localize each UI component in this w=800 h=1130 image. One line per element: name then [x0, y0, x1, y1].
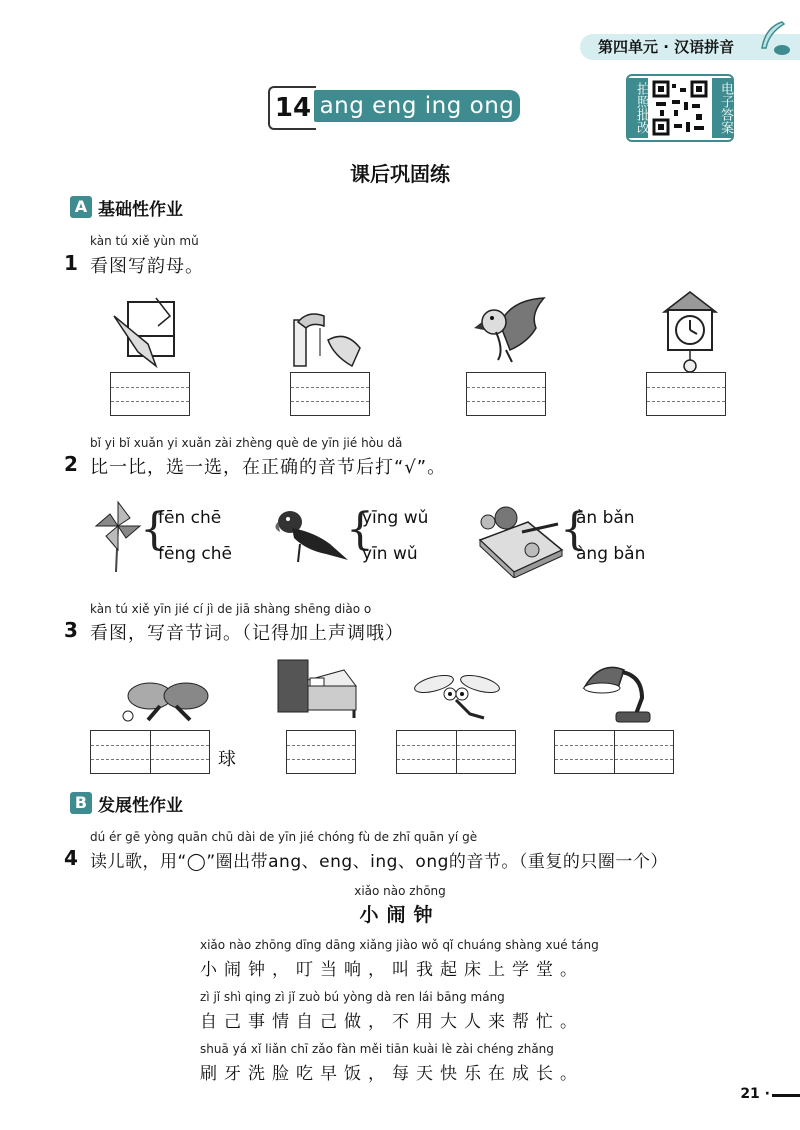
poem-title: 小闹钟: [359, 904, 441, 926]
poem-line[interactable]: 刷牙洗脸吃早饭，每天快乐在成长。: [200, 1064, 584, 1084]
bed-icon: [274, 656, 360, 722]
q1-text: 看图写韵母。: [90, 256, 204, 277]
dragonfly-icon: [414, 670, 500, 722]
page-bar: [772, 1094, 800, 1097]
q2-pinyin: bǐ yi bǐ xuǎn yi xuǎn zài zhèng què de yīn jié hòu dǎ: [90, 436, 403, 450]
q3-answer-box-4[interactable]: [554, 730, 674, 774]
poem-line-pinyin: shuā yá xǐ liǎn chī zǎo fàn měi tiān kuài lè zài chéng zhǎng: [200, 1042, 554, 1056]
q4-number: 4: [64, 846, 78, 870]
poem-line-pinyin: zì jǐ shì qing zì jǐ zuò bú yòng dà ren lái bāng máng: [200, 990, 505, 1004]
faucet-icon: [290, 300, 370, 370]
desk-lamp-icon: [580, 658, 660, 724]
q1-pinyin: kàn tú xiě yùn mǔ: [90, 234, 199, 248]
q3-answer-box-2[interactable]: [286, 730, 356, 774]
q1-number: 1: [64, 251, 78, 275]
q2-option[interactable]: fēn chē: [158, 508, 222, 528]
window-icon: [108, 296, 200, 368]
qr-code-icon[interactable]: [652, 80, 708, 136]
q2-brace-3: {: [560, 504, 588, 555]
q3-number: 3: [64, 618, 78, 642]
page-number: 21 ·: [740, 1086, 770, 1102]
q3-answer-box-1[interactable]: [90, 730, 210, 774]
pinwheel-icon: [92, 500, 142, 572]
q1-answer-box-2[interactable]: [290, 372, 370, 416]
q2-option[interactable]: yīn wǔ: [362, 544, 418, 564]
q3-text: 看图，写音节词。（记得加上声调哦）: [90, 623, 404, 644]
q3-answer-box-3[interactable]: [396, 730, 516, 774]
page-title: 课后巩固练: [350, 162, 450, 186]
poem-line[interactable]: 自己事情自己做，不用大人来帮忙。: [200, 1012, 584, 1032]
poem-line[interactable]: 小闹钟，叮当响，叫我起床上学堂。: [200, 960, 584, 980]
section-a-title: 基础性作业: [98, 200, 183, 220]
qr-panel[interactable]: [626, 74, 734, 142]
feather-pen-icon: [752, 18, 792, 58]
q4-text: 读儿歌，用“◯”圈出带ang、eng、ing、ong的音节。（重复的只圈一个）: [90, 852, 668, 872]
clock-icon: [660, 290, 720, 374]
q2-option[interactable]: àn bǎn: [576, 508, 635, 528]
q2-text: 比一比，选一选，在正确的音节后打“√”。: [90, 457, 447, 478]
q2-number: 2: [64, 452, 78, 476]
qr-right-label: 电子答案: [712, 78, 732, 138]
eagle-icon: [470, 294, 550, 366]
q2-option[interactable]: yīng wǔ: [362, 508, 429, 528]
q3-ball-suffix: 球: [218, 749, 237, 770]
q2-brace-2: {: [346, 504, 374, 555]
section-a-badge: A: [70, 196, 92, 218]
unit-tab: 第四单元 · 汉语拼音: [580, 34, 800, 60]
q1-answer-box-3[interactable]: [466, 372, 546, 416]
parrot-icon: [270, 504, 350, 566]
lesson-title: ang eng ing ong: [314, 90, 520, 122]
q2-option[interactable]: fēng chē: [158, 544, 232, 564]
q1-answer-box-4[interactable]: [646, 372, 726, 416]
q1-answer-box-1[interactable]: [110, 372, 190, 416]
ping-pong-icon: [120, 680, 216, 726]
q4-pinyin: dú ér gē yòng quān chū dài de yīn jié chóng fù de zhī quān yí gè: [90, 830, 478, 844]
poem-line-pinyin: xiǎo nào zhōng dīng dāng xiǎng jiào wǒ qǐ chuáng shàng xué táng: [200, 938, 599, 952]
section-b-title: 发展性作业: [98, 796, 183, 816]
cutting-board-icon: [474, 500, 564, 578]
poem-title-pinyin: xiǎo nào zhōng: [354, 884, 446, 898]
q2-option[interactable]: àng bǎn: [576, 544, 646, 564]
lesson-number: 14: [268, 86, 316, 130]
q2-brace-1: {: [140, 504, 168, 555]
q3-pinyin: kàn tú xiě yīn jié cí jì de jiā shàng shēng diào o: [90, 602, 372, 616]
section-b-badge: B: [70, 792, 92, 814]
qr-left-label: 拍照批改: [628, 78, 648, 138]
